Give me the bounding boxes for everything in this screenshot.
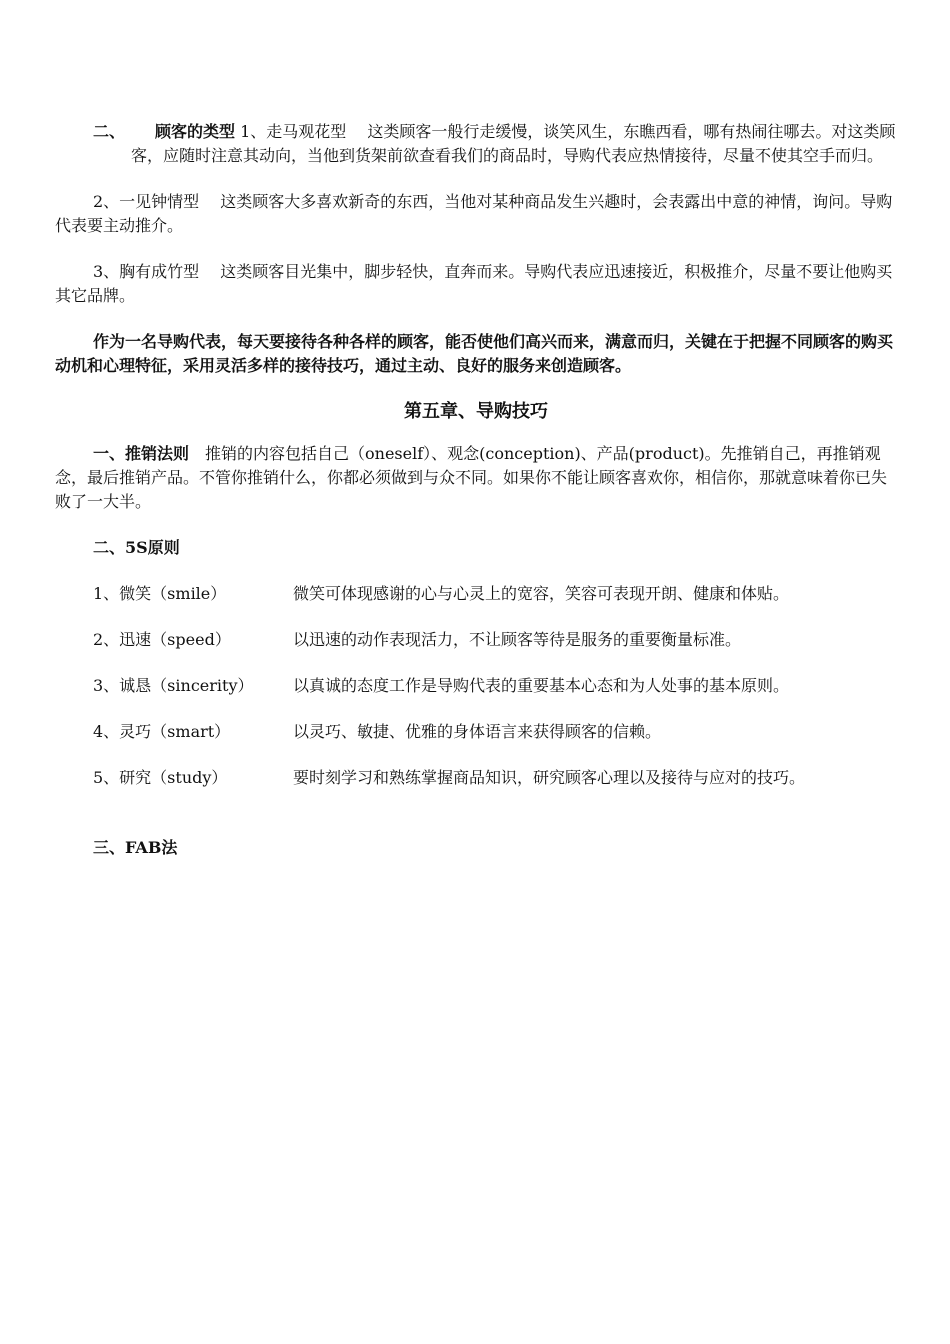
fab-heading: 三、FAB法 xyxy=(93,838,178,857)
five-s-item xyxy=(55,582,897,606)
section-heading: 顾客的类型 xyxy=(155,122,236,141)
five-s-key: 1、微笑（smile） xyxy=(93,584,227,603)
five-s-text: 要时刻学习和熟练掌握商品知识，研究顾客心理以及接待与应对的技巧。 xyxy=(293,768,806,787)
push-rule-text: 推销的内容包括自己（oneself）、观念(conception)、产品(product)。先推销自己，再推销观念，最后推销产品。不管你推销什么，你都必须做到与众不同。如果你不能让顾客喜欢你，相信你，那就意味着你已失败了一大半。 xyxy=(55,444,888,511)
section-number: 二、 xyxy=(93,122,126,141)
type3-paragraph: 3、胸有成竹型 这类顾客目光集中，脚步轻快，直奔而来。导购代表应迅速接近，积极推介，尽量不要让他购买其它品牌。 xyxy=(55,262,893,305)
five-s-text: 微笑可体现感谢的心与心灵上的宽容，笑容可表现开朗、健康和体贴。 xyxy=(293,584,790,603)
five-s-key: 5、研究（study） xyxy=(93,768,228,787)
five-s-key: 3、诚恳（sincerity） xyxy=(93,676,254,695)
type1-text: 1、走马观花型 这类顾客一般行走缓慢，谈笑风生，东瞧西看，哪有热闹往哪去。对这类顾客，应随时注意其动向，当他到货架前欲查看我们的商品时，导购代表应热情接待，尽量不使其空手而归。 xyxy=(131,122,896,165)
type2-paragraph: 2、一见钟情型 这类顾客大多喜欢新奇的东西，当他对某种商品发生兴趣时，会表露出中意的神情，询问。导购代表要主动推介。 xyxy=(55,192,893,235)
five-s-item xyxy=(55,674,897,698)
five-s-text: 以灵巧、敏捷、优雅的身体语言来获得顾客的信赖。 xyxy=(293,722,662,741)
five-s-item xyxy=(55,766,897,790)
push-rule-heading: 一、推销法则 xyxy=(93,444,190,463)
summary-paragraph: 作为一名导购代表，每天要接待各种各样的顾客，能否使他们高兴而来，满意而归，关键在于把握不同顾客的购买动机和心理特征，采用灵活多样的接待技巧，通过主动、良好的服务来创造顾客。 xyxy=(55,332,894,375)
chapter-title: 第五章、导购技巧 xyxy=(404,401,548,422)
five-s-text: 以迅速的动作表现活力，不让顾客等待是服务的重要衡量标准。 xyxy=(293,630,742,649)
five-s-key: 4、灵巧（smart） xyxy=(93,722,231,741)
five-s-item xyxy=(55,720,897,744)
five-s-text: 以真诚的态度工作是导购代表的重要基本心态和为人处事的基本原则。 xyxy=(293,676,790,695)
five-s-key: 2、迅速（speed） xyxy=(93,630,231,649)
five-s-item xyxy=(55,628,897,652)
five-s-heading: 二、5S原则 xyxy=(93,538,180,557)
customer-types-paragraph xyxy=(55,120,897,168)
document-page xyxy=(55,120,897,860)
push-rule-paragraph xyxy=(55,442,897,514)
